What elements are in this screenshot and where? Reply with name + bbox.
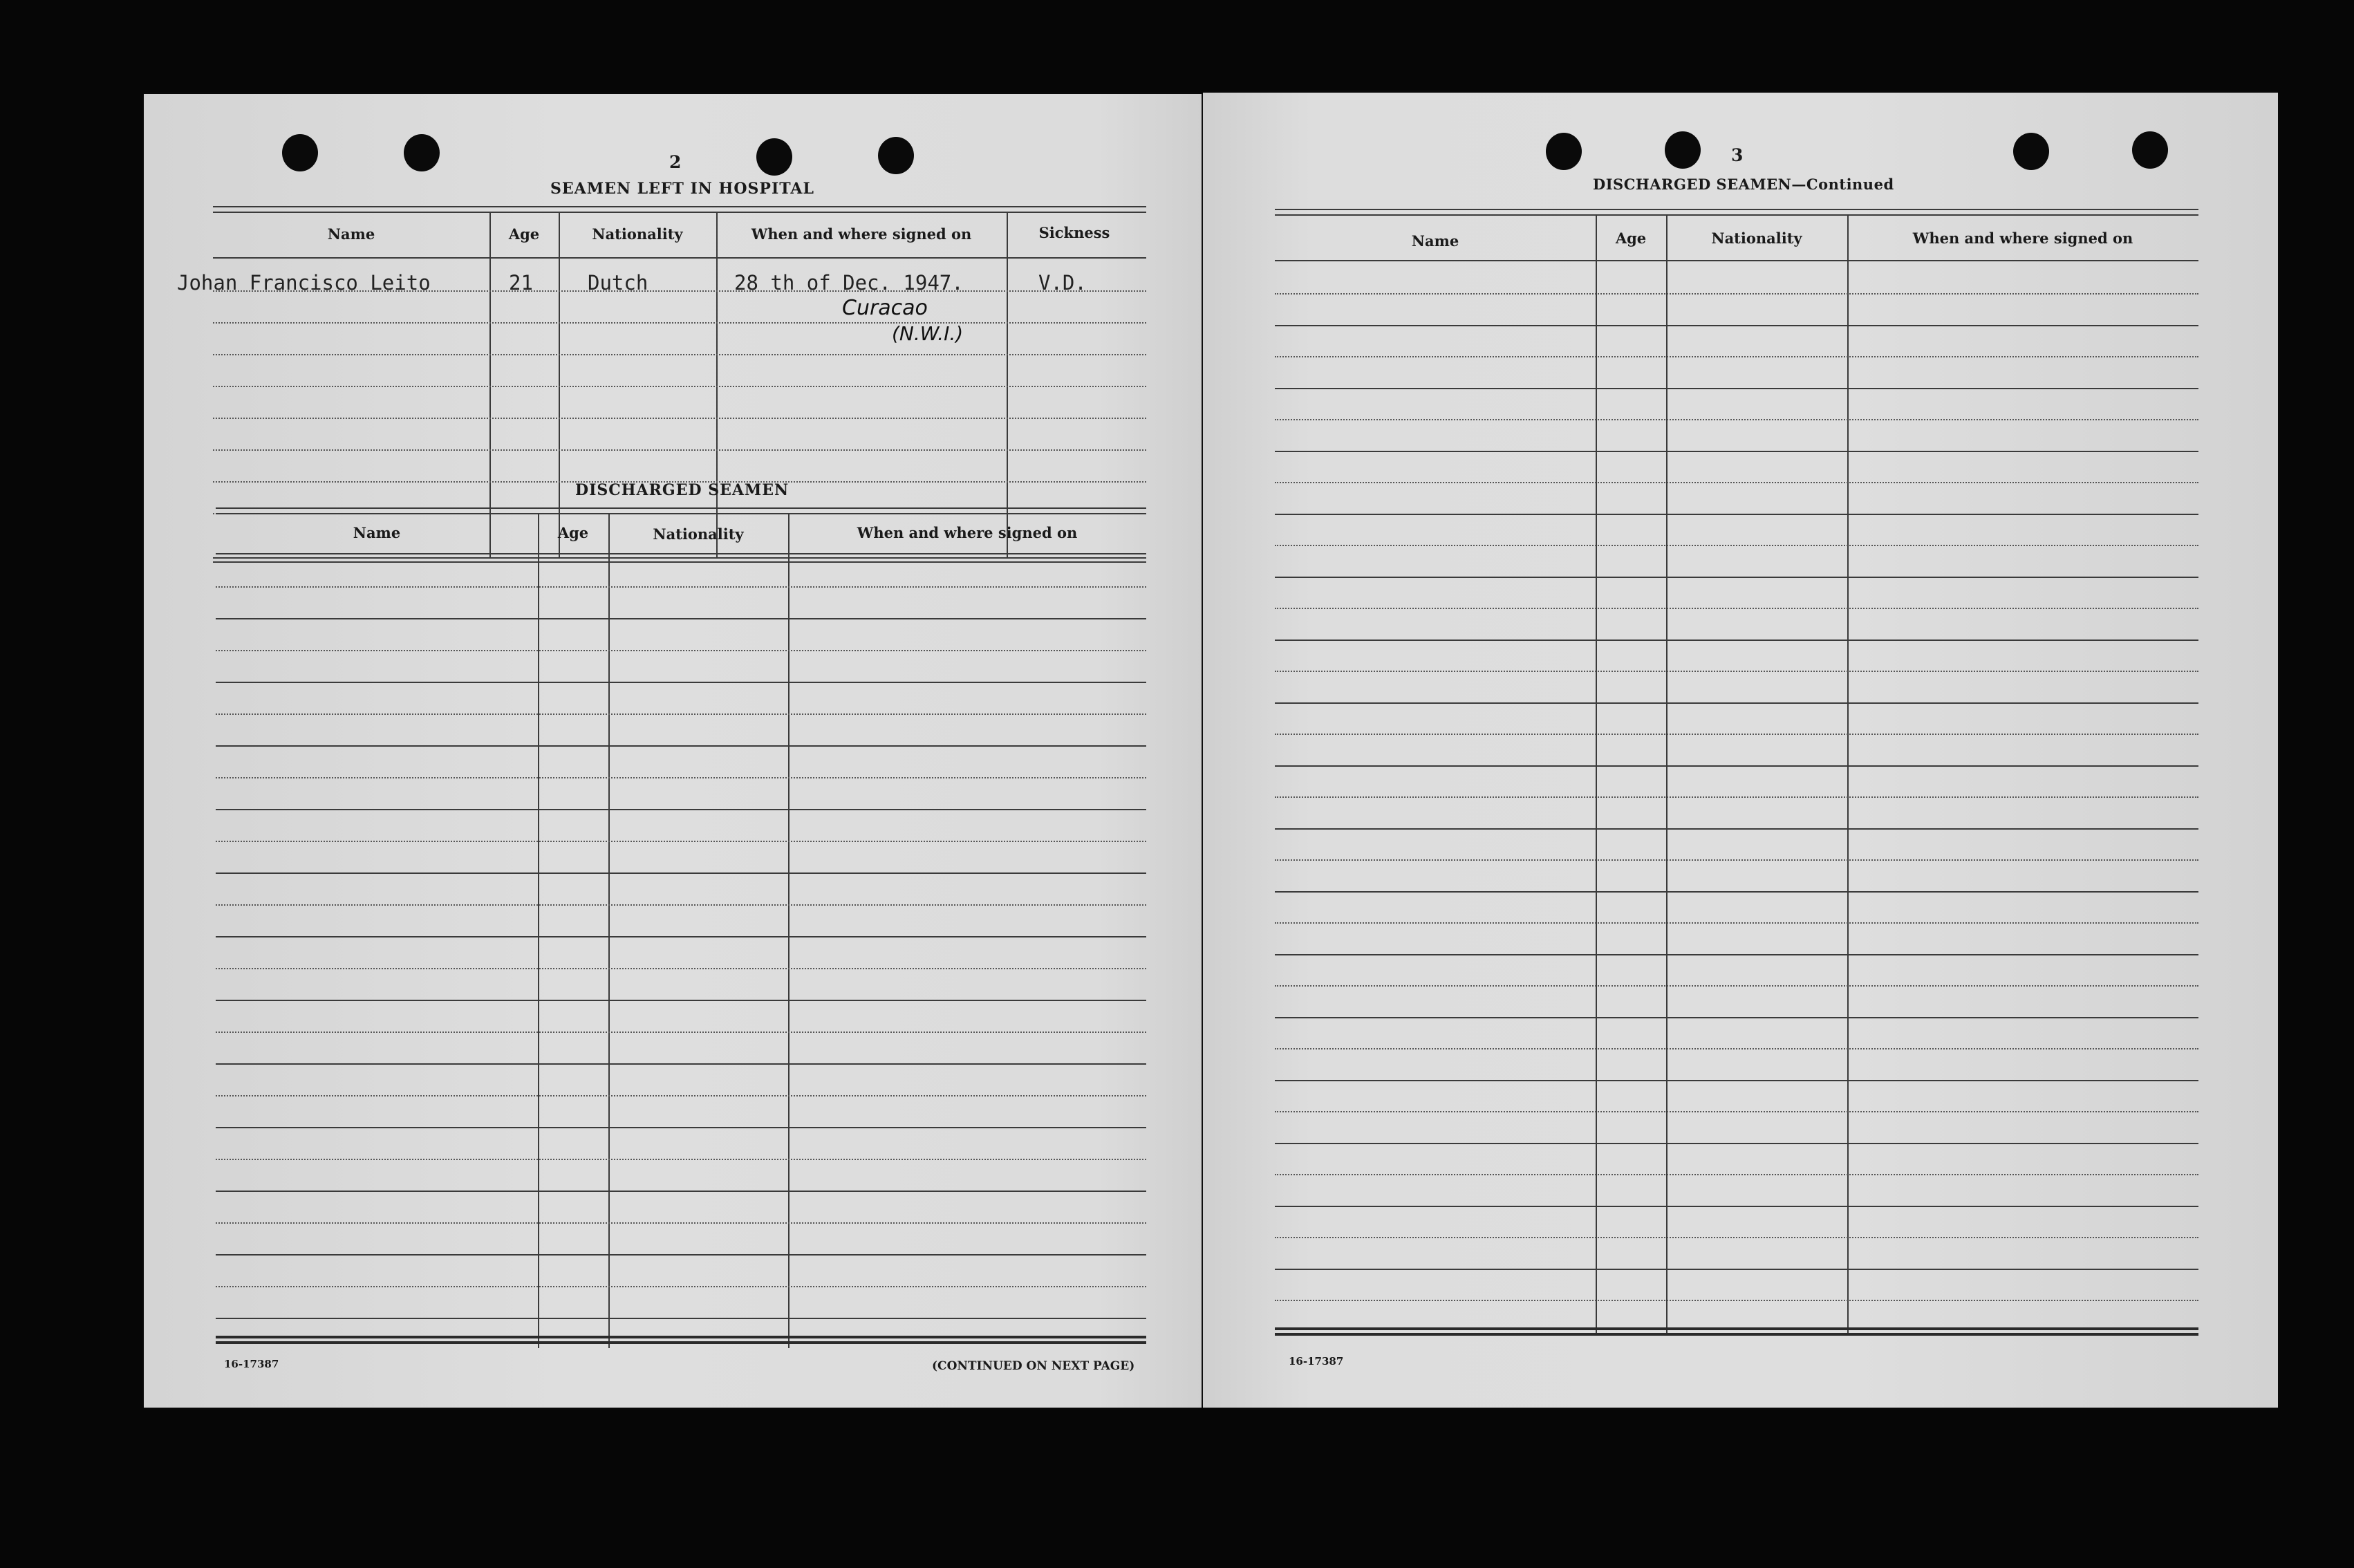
column-header-signed-on: When and where signed on [1912, 230, 2133, 247]
column-header-name: Name [327, 225, 375, 243]
page-number: 3 [1731, 145, 1744, 165]
ruled-line [216, 1000, 1146, 1001]
punch-hole [1665, 131, 1701, 169]
ruled-line [216, 745, 1146, 747]
column-header-nationality: Nationality [592, 225, 683, 243]
ruled-line [1275, 985, 2198, 987]
ruled-line [216, 1032, 1146, 1033]
ruled-line [1275, 514, 2198, 515]
column-header-name: Name [1411, 232, 1459, 250]
column-header-age: Age [508, 225, 540, 243]
continued-note: (CONTINUED ON NEXT PAGE) [932, 1359, 1135, 1373]
seaman-name: Johan Francisco Leito [177, 271, 431, 295]
ruled-line [1275, 293, 2198, 295]
column-header-name: Name [353, 524, 401, 541]
punch-hole [756, 138, 792, 176]
ruled-line [216, 618, 1146, 619]
ruled-line [1275, 388, 2198, 389]
ruled-line [216, 1095, 1146, 1096]
table-bottom-rule [216, 1341, 1146, 1344]
ruled-line [1275, 325, 2198, 326]
ruled-line [216, 777, 1146, 778]
left-page [144, 94, 1202, 1408]
ruled-line [216, 586, 1146, 588]
ruled-line [216, 1159, 1146, 1160]
ruled-line [1275, 1111, 2198, 1112]
form-code: 16-17387 [224, 1358, 279, 1370]
punch-hole [282, 134, 318, 171]
table-bottom-rule [1275, 1327, 2198, 1330]
ruled-line [1275, 482, 2198, 483]
right-page [1203, 93, 2278, 1408]
ruled-line [216, 968, 1146, 969]
ruled-line [216, 1127, 1146, 1128]
ruled-line [216, 1286, 1146, 1287]
ruled-line [216, 904, 1146, 906]
ruled-line [216, 1063, 1146, 1065]
ruled-line [216, 682, 1146, 683]
discharged-section-title: DISCHARGED SEAMEN [575, 481, 790, 499]
ruled-line [216, 1222, 1146, 1224]
punch-hole [1546, 133, 1582, 170]
ruled-line [216, 713, 1146, 715]
sickness: V.D. [1038, 271, 1087, 295]
ruled-line [1275, 954, 2198, 955]
ruled-line [1275, 577, 2198, 578]
column-header-sickness: Sickness [1038, 224, 1110, 241]
punch-hole [404, 134, 440, 171]
ruled-line [1275, 1300, 2198, 1301]
seaman-age: 21 [509, 271, 533, 295]
ruled-line [1275, 796, 2198, 798]
signed-on-place: Curacao [842, 296, 928, 320]
ruled-line [216, 936, 1146, 937]
ruled-line [1275, 828, 2198, 830]
ruled-line [1275, 1080, 2198, 1081]
ruled-line [1275, 356, 2198, 357]
ruled-line [216, 841, 1146, 842]
ruled-line [1275, 451, 2198, 452]
ruled-line [216, 650, 1146, 651]
punch-hole [2132, 131, 2168, 169]
column-header-nationality: Nationality [1711, 230, 1802, 247]
column-header-age: Age [557, 524, 589, 541]
form-code: 16-17387 [1289, 1355, 1344, 1368]
discharged-continued-title: DISCHARGED SEAMEN—Continued [1593, 176, 1894, 193]
column-header-signed-on: When and where signed on [751, 225, 972, 243]
page-number: 2 [669, 152, 682, 172]
punch-hole [878, 137, 914, 174]
table-bottom-rule [216, 1336, 1146, 1338]
ruled-line [216, 872, 1146, 874]
ruled-line [1275, 1237, 2198, 1238]
ruled-line [1275, 545, 2198, 546]
ruled-line [216, 1318, 1146, 1319]
signed-on-place-note: (N.W.I.) [892, 322, 964, 345]
ruled-line [1275, 734, 2198, 735]
column-header-signed-on: When and where signed on [857, 524, 1078, 541]
ruled-line [1275, 419, 2198, 420]
ruled-line [1275, 640, 2198, 641]
ruled-line [1275, 671, 2198, 672]
ruled-line [1275, 922, 2198, 924]
ruled-line [1275, 765, 2198, 767]
column-header-nationality: Nationality [653, 525, 744, 543]
ruled-line [216, 1254, 1146, 1256]
column-header-age: Age [1615, 230, 1647, 247]
ruled-line [1275, 891, 2198, 893]
ruled-line [1275, 1143, 2198, 1144]
ruled-line [216, 1191, 1146, 1192]
ruled-line [216, 809, 1146, 810]
punch-hole [2013, 133, 2049, 170]
ruled-line [1275, 859, 2198, 861]
hospital-section-title: SEAMEN LEFT IN HOSPITAL [550, 180, 814, 198]
ruled-line [1275, 1174, 2198, 1175]
table-bottom-rule [1275, 1333, 2198, 1336]
seaman-nationality: Dutch [588, 271, 648, 295]
ruled-line [1275, 608, 2198, 609]
ruled-line [1275, 1269, 2198, 1270]
ruled-line [1275, 1206, 2198, 1207]
ruled-line [1275, 1048, 2198, 1049]
ruled-line [1275, 1017, 2198, 1018]
signed-on-date: 28 th of Dec. 1947. [734, 271, 964, 295]
ruled-line [1275, 702, 2198, 704]
